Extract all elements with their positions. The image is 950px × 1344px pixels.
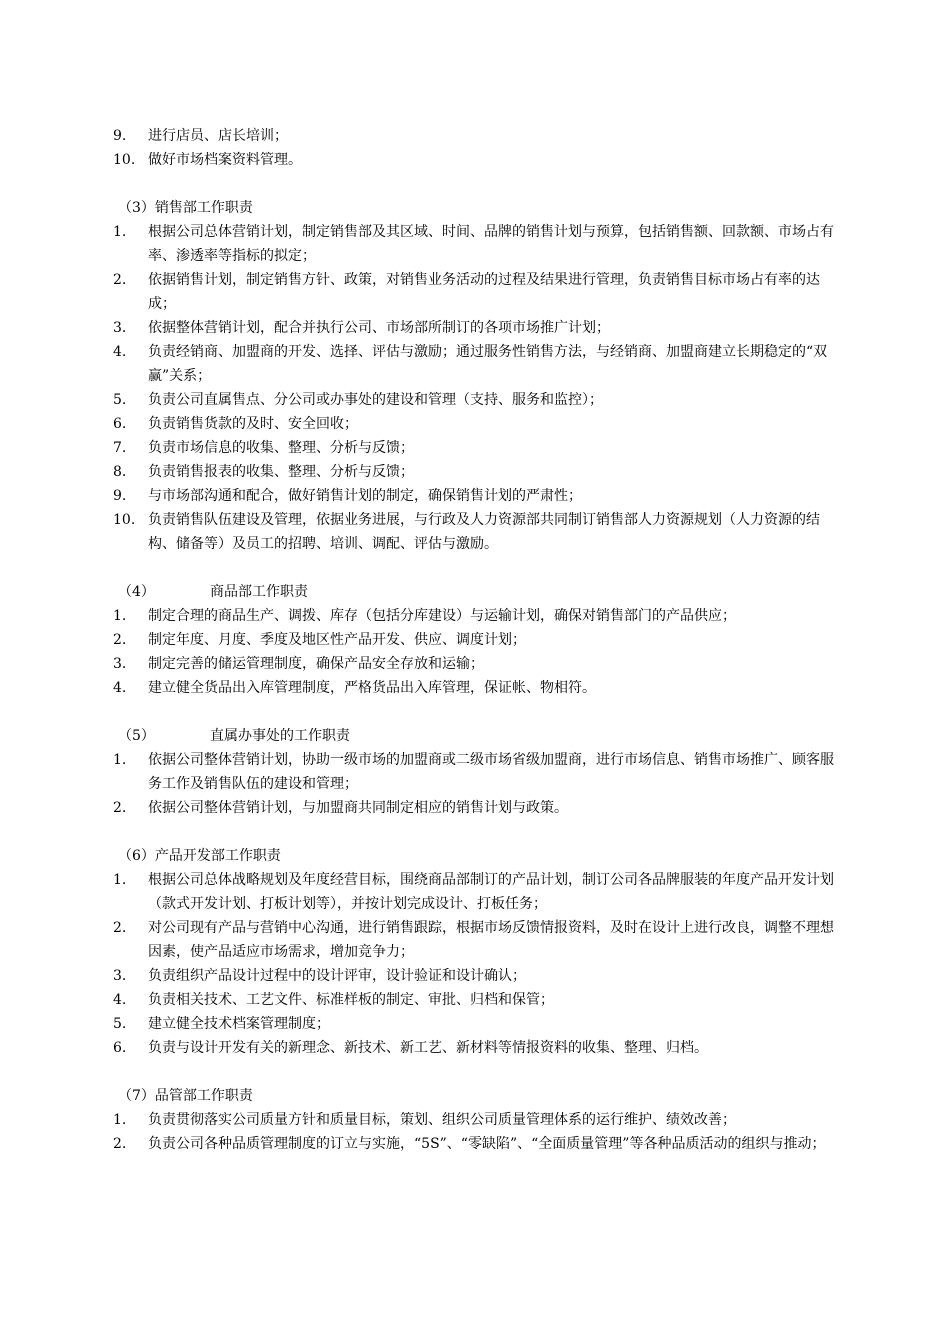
section-7 (113, 1084, 843, 1156)
list-item-text: 与市场部沟通和配合，做好销售计划的制定，确保销售计划的严肃性； (148, 488, 582, 504)
list-item-number: 2. (113, 272, 127, 288)
list-item (113, 988, 843, 1012)
section-heading (113, 844, 843, 868)
list-item-text: 根据公司总体营销计划，制定销售部及其区域、时间、品牌的销售计划与预算，包括销售额、回款额、市场占有率、渗透率等指标的拟定； (148, 224, 834, 264)
list-item-number: 2. (113, 920, 127, 936)
list-item-text: 负责经销商、加盟商的开发、选择、评估与激励；通过服务性销售方法，与经销商、加盟商建立长期稳定的“双赢”关系； (148, 344, 828, 384)
list-item-number: 3. (113, 320, 127, 336)
list-item (113, 316, 843, 340)
list-item-number: 2. (113, 1136, 127, 1152)
section-title: 销售部工作职责 (154, 200, 253, 216)
list-item-text: 负责贯彻落实公司质量方针和质量目标，策划、组织公司质量管理体系的运行维护、绩效改善； (148, 1112, 736, 1128)
list-item-number: 9. (113, 488, 127, 504)
section-5 (113, 724, 843, 820)
list-item-number: 6. (113, 1040, 127, 1056)
list-item-text: 依据销售计划，制定销售方针、政策，对销售业务活动的过程及结果进行管理，负责销售目标市场占有率的达成； (148, 272, 820, 312)
list-item (113, 460, 843, 484)
list-item (113, 1108, 843, 1132)
intro-list (113, 124, 843, 172)
list-item (113, 1036, 843, 1060)
section-heading (113, 580, 843, 604)
section-title: 品管部工作职责 (154, 1088, 253, 1104)
list-item-number: 4. (113, 344, 127, 360)
list-item (113, 124, 843, 148)
list-item-text: 制定年度、月度、季度及地区性产品开发、供应、调度计划； (148, 632, 526, 648)
list-item-number: 6. (113, 416, 127, 432)
list-item-text: 建立健全技术档案管理制度； (148, 1016, 330, 1032)
list-item-text: 对公司现有产品与营销中心沟通，进行销售跟踪，根据市场反馈情报资料，及时在设计上进行改良，调整不理想因素，使产品适应市场需求，增加竞争力； (148, 920, 834, 960)
list-item (113, 604, 843, 628)
list-item-text: 依据整体营销计划，配合并执行公司、市场部所制订的各项市场推广计划； (148, 320, 610, 336)
list-item (113, 412, 843, 436)
list-item (113, 1012, 843, 1036)
list-item-text: 负责销售货款的及时、安全回收； (148, 416, 358, 432)
list-item-number: 5. (113, 1016, 127, 1032)
list-item-number: 1. (113, 872, 127, 888)
list-item-text: 负责市场信息的收集、整理、分析与反馈； (148, 440, 414, 456)
section-number: （6） (118, 848, 155, 864)
list-item-text: 负责公司直属售点、分公司或办事处的建设和管理（支持、服务和监控）； (148, 392, 603, 408)
list-item-number: 3. (113, 656, 127, 672)
list-item-text: 负责与设计开发有关的新理念、新技术、新工艺、新材料等情报资料的收集、整理、归档。 (148, 1040, 708, 1056)
list-item-text: 负责组织产品设计过程中的设计评审，设计验证和设计确认； (148, 968, 526, 984)
list-item-number: 2. (113, 632, 127, 648)
list-item-number: 9. (113, 128, 127, 144)
section-heading (113, 724, 843, 748)
section-title: 商品部工作职责 (210, 584, 308, 600)
list-item (113, 916, 843, 964)
list-item (113, 436, 843, 460)
list-item-number: 5. (113, 392, 127, 408)
list-item-number: 10. (113, 512, 136, 528)
list-item (113, 868, 843, 916)
list-item-text: 制定合理的商品生产、调拨、库存（包括分库建设）与运输计划，确保对销售部门的产品供应； (148, 608, 736, 624)
list-item-number: 7. (113, 440, 127, 456)
list-item (113, 340, 843, 388)
list-item-text: 依据公司整体营销计划，与加盟商共同制定相应的销售计划与政策。 (148, 800, 568, 816)
section-4 (113, 580, 843, 700)
list-item (113, 1132, 843, 1156)
list-item-text: 根据公司总体战略规划及年度经营目标，围绕商品部制订的产品计划，制订公司各品牌服装的年度产品开发计划（款式开发计划、打板计划等），并按计划完成设计、打板任务； (148, 872, 834, 912)
section-number: （7） (118, 1088, 155, 1104)
list-item-text: 负责公司各种品质管理制度的订立与实施，“5S”、“零缺陷”、“全面质量管理”等各种品质活动的组织与推动； (148, 1136, 826, 1152)
list-item-text: 负责相关技术、工艺文件、标准样板的制定、审批、归档和保管； (148, 992, 554, 1008)
list-item (113, 964, 843, 988)
section-number: （4） (118, 584, 155, 600)
section-number: （5） (118, 728, 155, 744)
list-item-text: 负责销售队伍建设及管理，依据业务进展，与行政及人力资源部共同制订销售部人力资源规划（人力资源的结构、储备等）及员工的招聘、培训、调配、评估与激励。 (148, 512, 820, 552)
section-number: （3） (118, 200, 155, 216)
list-item (113, 652, 843, 676)
list-item-number: 1. (113, 608, 127, 624)
list-item-text: 负责销售报表的收集、整理、分析与反馈； (148, 464, 414, 480)
list-item-number: 3. (113, 968, 127, 984)
list-item-text: 制定完善的储运管理制度，确保产品安全存放和运输； (148, 656, 484, 672)
list-item-text: 进行店员、店长培训； (148, 128, 288, 144)
section-heading (113, 1084, 843, 1108)
section-title: 直属办事处的工作职责 (210, 728, 350, 744)
list-item (113, 676, 843, 700)
section-6 (113, 844, 843, 1060)
list-item (113, 268, 843, 316)
list-item (113, 148, 843, 172)
list-item-number: 4. (113, 992, 127, 1008)
section-3 (113, 196, 843, 556)
list-item (113, 388, 843, 412)
list-item-text: 做好市场档案资料管理。 (148, 152, 302, 168)
list-item-number: 1. (113, 752, 127, 768)
list-item-number: 10. (113, 152, 136, 168)
list-item-text: 依据公司整体营销计划，协助一级市场的加盟商或二级市场省级加盟商，进行市场信息、销售市场推广、顾客服务工作及销售队伍的建设和管理； (148, 752, 834, 792)
section-title: 产品开发部工作职责 (154, 848, 281, 864)
list-item (113, 628, 843, 652)
list-item (113, 484, 843, 508)
list-item-text: 建立健全货品出入库管理制度，严格货品出入库管理，保证帐、物相符。 (148, 680, 596, 696)
list-item (113, 220, 843, 268)
list-item-number: 2. (113, 800, 127, 816)
list-item-number: 1. (113, 224, 127, 240)
document-body (113, 124, 843, 1156)
list-item-number: 1. (113, 1112, 127, 1128)
list-item (113, 748, 843, 796)
list-item-number: 4. (113, 680, 127, 696)
list-item (113, 508, 843, 556)
list-item (113, 796, 843, 820)
list-item-number: 8. (113, 464, 127, 480)
section-heading (113, 196, 843, 220)
